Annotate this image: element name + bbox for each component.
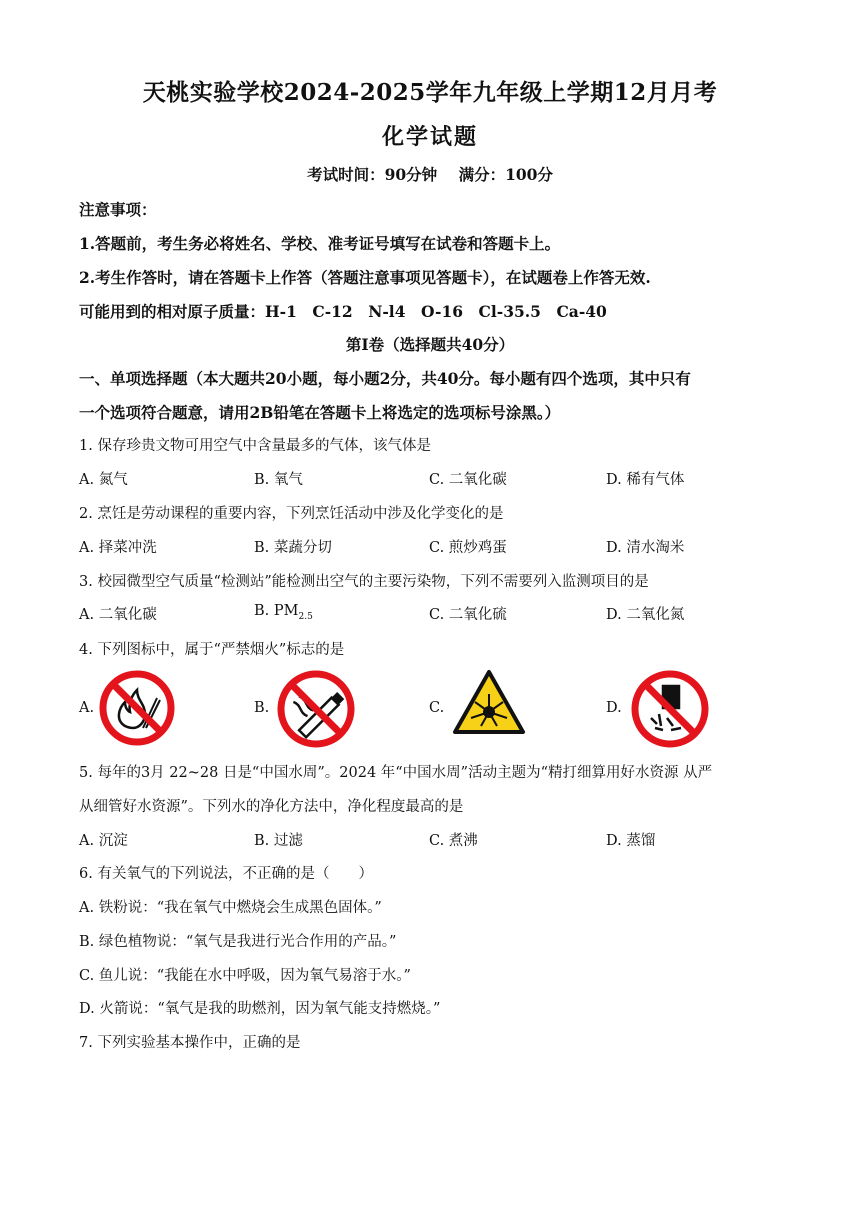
no-smoking-sign-icon (275, 668, 357, 750)
question-5-stem-line-2: 从细管好水资源”。下列水的净化方法中，净化程度最高的是 (79, 799, 464, 815)
option-a: A. 氮气 (79, 472, 128, 488)
question-5-options (79, 829, 779, 851)
question-4-stem: 4. 下列图标中，属于“严禁烟火”标志的是 (79, 642, 345, 658)
exam-subtitle: 化学试题 (381, 124, 478, 150)
question-4-sign-options (79, 668, 779, 750)
volume-title: 第I卷（选择题共40分） (345, 335, 515, 354)
option-b: B. 过滤 (254, 833, 303, 849)
question-6-option-a: A. 铁粉说：“我在氧气中燃烧会生成黑色固体。” (79, 900, 382, 916)
option-c: C. 二氧化硫 (429, 607, 507, 623)
explosive-warning-sign-icon (451, 668, 527, 738)
option-c-label: C. (429, 700, 445, 716)
option-a: A. 择菜冲洗 (79, 540, 157, 556)
question-6-option-c: C. 鱼儿说：“我能在水中呼吸，因为氧气易溶于水。” (79, 968, 411, 984)
option-d: D. 清水淘米 (606, 540, 685, 556)
question-7-stem: 7. 下列实验基本操作中，正确的是 (79, 1035, 301, 1051)
question-6-option-b: B. 绿色植物说：“氧气是我进行光合作用的产品。” (79, 934, 397, 950)
no-fireworks-sign-icon (629, 668, 711, 750)
question-1-stem: 1. 保存珍贵文物可用空气中含量最多的气体，该气体是 (79, 438, 431, 454)
option-a-label: A. (79, 700, 95, 716)
question-6-option-d: D. 火箭说：“氧气是我的助燃剂，因为氧气能支持燃烧。” (79, 1001, 441, 1017)
question-6-stem: 6. 有关氧气的下列说法，不正确的是（ ） (79, 866, 373, 882)
notice-item-2: 2.考生作答时，请在答题卡上作答（答题注意事项见答题卡），在试题卷上作答无效. (79, 268, 651, 287)
question-5-stem-line-1: 5. 每年的3月 22~28 日是“中国水周”。2024 年“中国水周”活动主题为“精打细算用好水资源 从严 (79, 765, 713, 781)
question-3-stem: 3. 校园微型空气质量“检测站”能检测出空气的主要污染物，下列不需要列入监测项目的是 (79, 574, 649, 590)
exam-time: 考试时间：90分钟 (307, 165, 438, 184)
option-a: A. 沉淀 (79, 833, 128, 849)
exam-title: 天桃实验学校2024-2025学年九年级上学期12月月考 (142, 79, 718, 106)
notice-item-1: 1.答题前，考生务必将姓名、学校、准考证号填写在试卷和答题卡上。 (79, 234, 561, 253)
option-b: B. 菜蔬分切 (254, 540, 332, 556)
question-3-options (79, 603, 779, 625)
question-2-options (79, 536, 779, 558)
option-b: B. 氧气 (254, 472, 303, 488)
option-b-text: B. PM (254, 603, 299, 619)
question-2-stem: 2. 烹饪是劳动课程的重要内容，下列烹饪活动中涉及化学变化的是 (79, 506, 504, 522)
option-d: D. 稀有气体 (606, 472, 685, 488)
option-d: D. 二氧化氮 (606, 607, 685, 623)
atomic-mass-line: 可能用到的相对原子质量：H-1 C-12 N-l4 O-16 Cl-35.5 Ca-40 (79, 302, 607, 321)
question-1-options (79, 468, 779, 490)
option-d: D. 蒸馏 (606, 833, 656, 849)
notice-heading: 注意事项： (79, 200, 157, 219)
exam-info (0, 163, 860, 185)
part1-instructions-2: 一个选项符合题意，请用2B铅笔在答题卡上将选定的选项标号涂黑。） (79, 403, 561, 422)
exam-score: 满分：100分 (458, 165, 553, 184)
option-b-label: B. (254, 700, 270, 716)
option-a: A. 二氧化碳 (79, 607, 157, 623)
no-open-flame-sign-icon (97, 668, 177, 748)
option-c: C. 煎炒鸡蛋 (429, 540, 507, 556)
option-b-subscript: 2.5 (298, 611, 313, 622)
option-c: C. 二氧化碳 (429, 472, 507, 488)
part1-instructions-1: 一、单项选择题（本大题共20小题，每小题2分，共40分。每小题有四个选项，其中只有 (79, 369, 691, 388)
option-d-label: D. (606, 700, 622, 716)
option-b (254, 603, 313, 622)
option-c: C. 煮沸 (429, 833, 478, 849)
